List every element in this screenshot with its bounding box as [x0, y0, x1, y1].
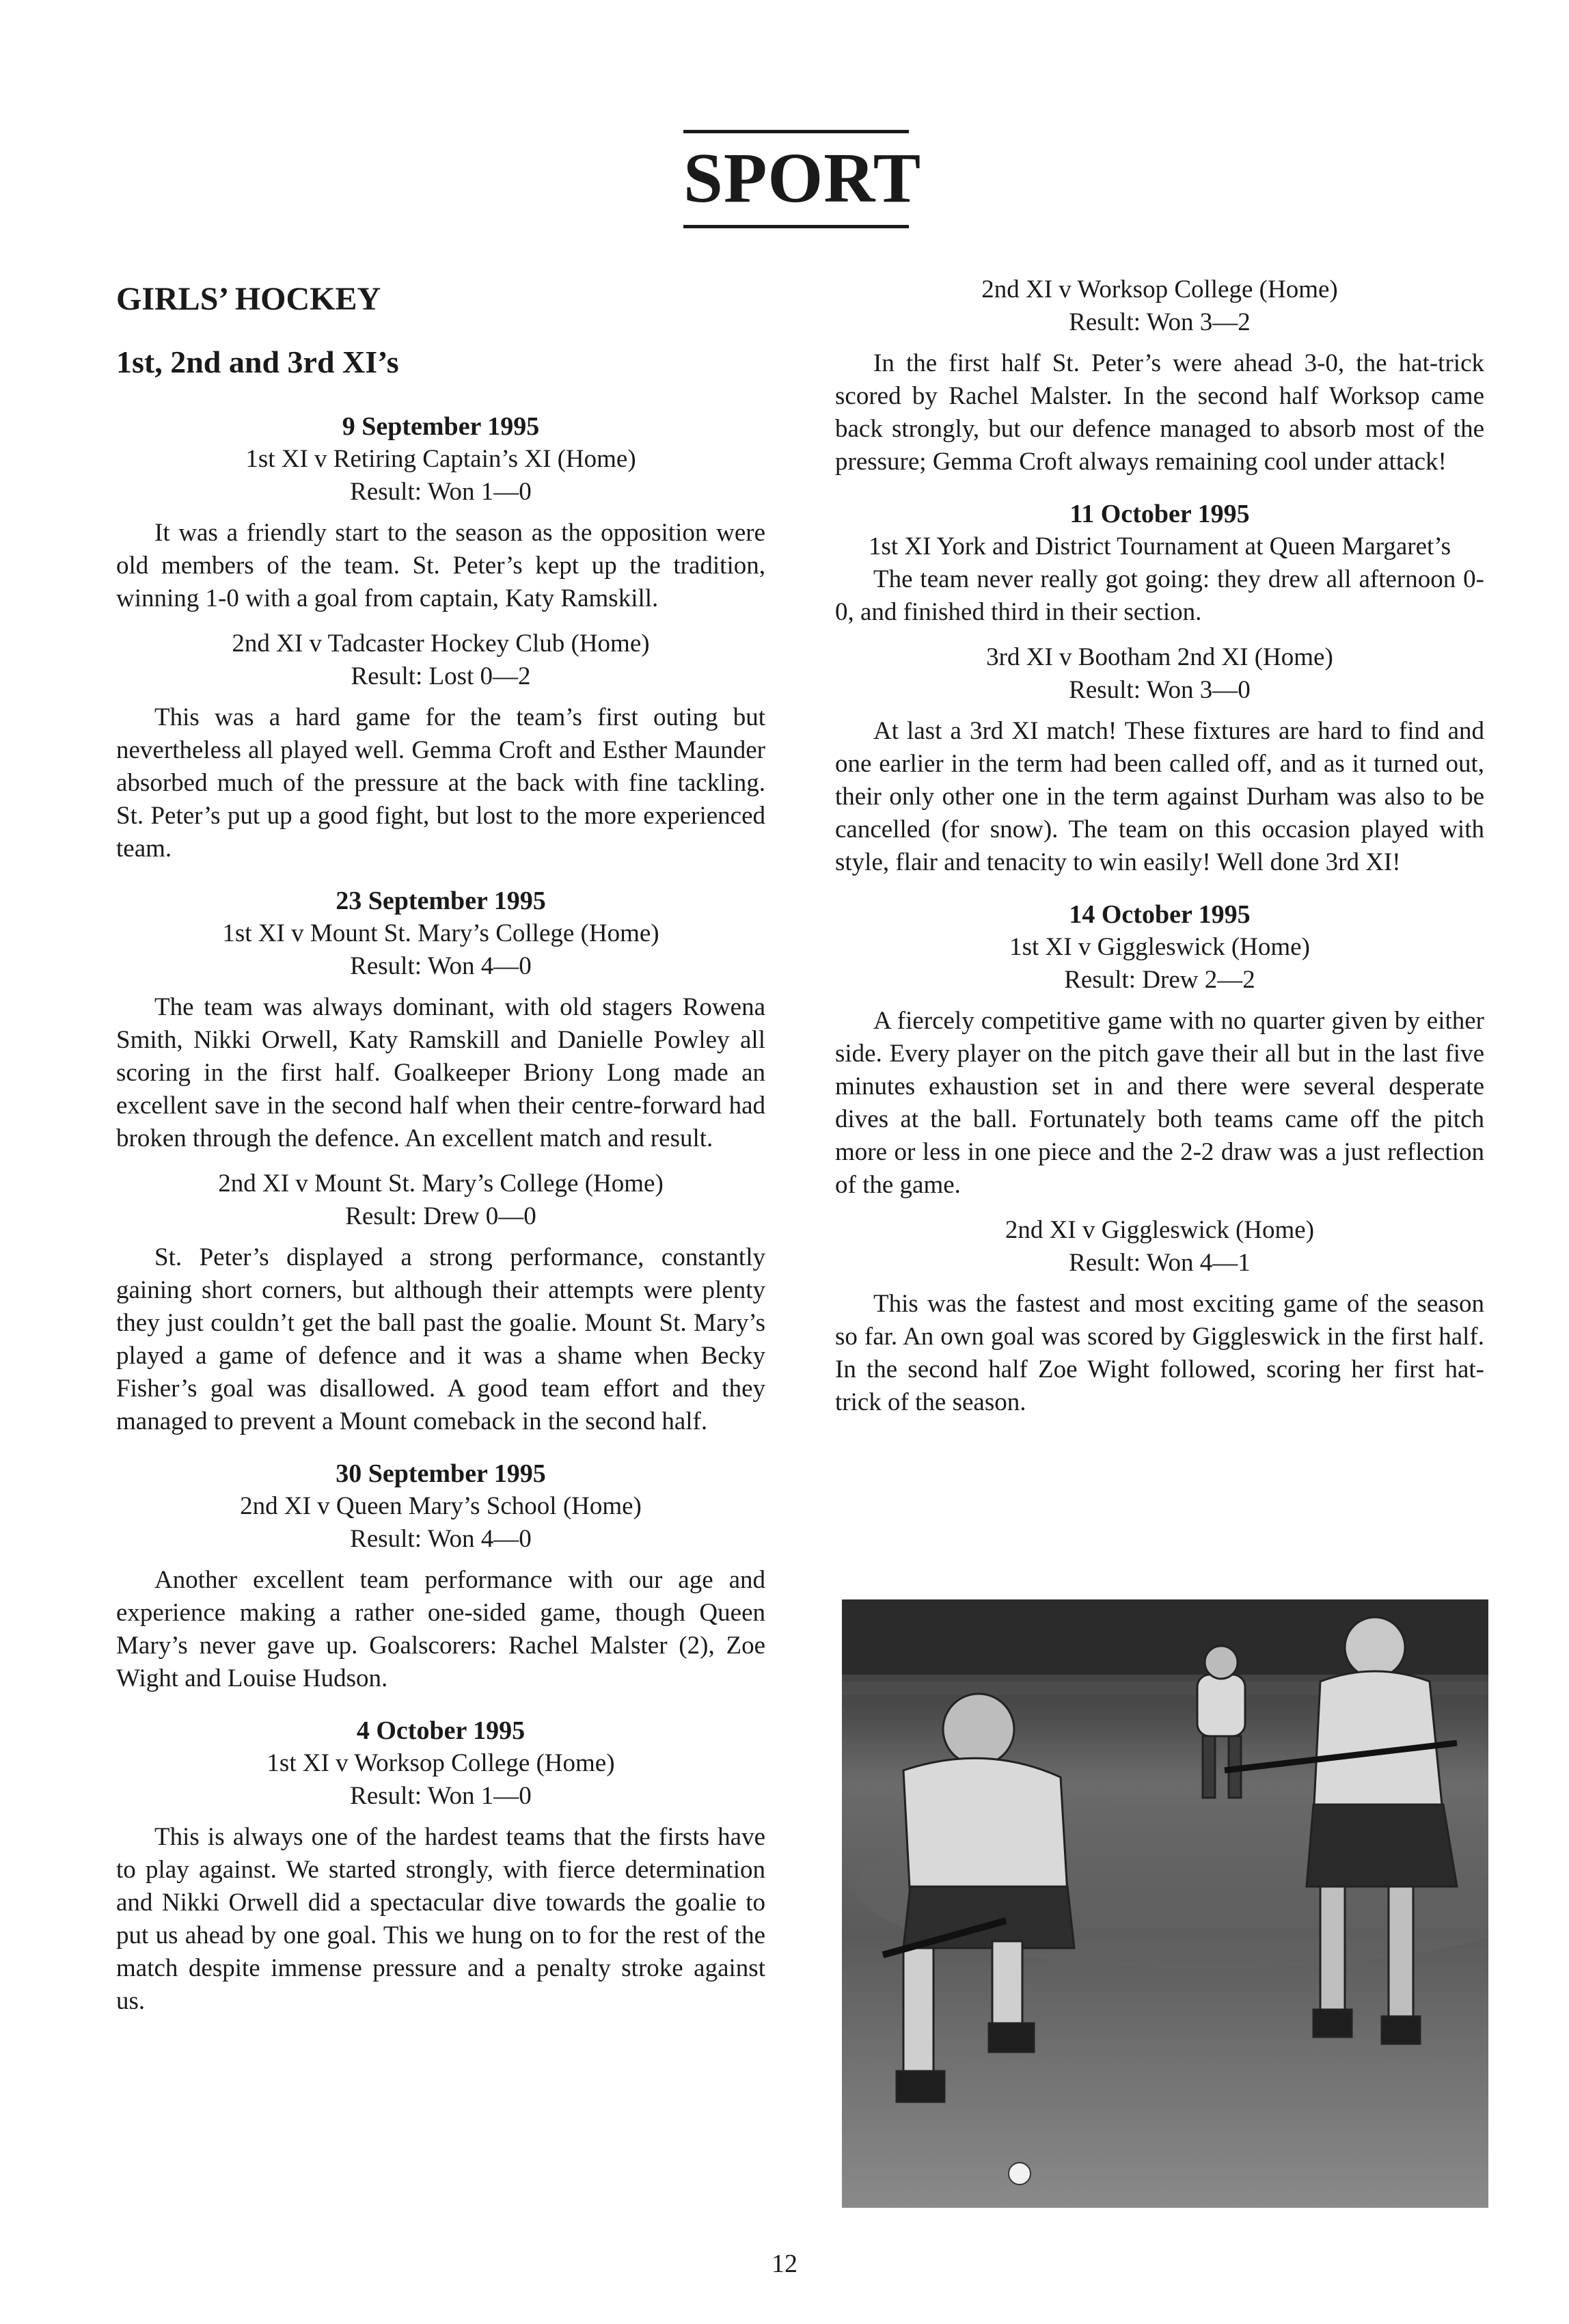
match-result: Result: Won 1—0 [350, 1782, 532, 1810]
match-report: The team never really got going: they drew all afternoon 0-0, and finished third in their section. [835, 565, 1484, 626]
match-heading: 1st XI v Giggleswick (Home) [1009, 933, 1310, 961]
match-report: This was a hard game for the team’s first outing but nevertheless all played well. Gemma Croft and Esther Maunder absorbed much of the pressure at the back with fine tackling. St. Peter’s put up a good fight, but lost to the more experienced team. [116, 703, 765, 863]
match-heading: 1st XI York and District Tournament at Queen Margaret’s [868, 532, 1451, 560]
hockey-players-illustration [842, 1599, 1488, 2208]
match-heading: 1st XI v Worksop College (Home) [267, 1749, 615, 1777]
hockey-match-photo [842, 1599, 1488, 2208]
match-report: This is always one of the hardest teams that the firsts have to play against. We started strongly, with fierce determination and Nikki Orwell did a spectacular dive towards the goalie to put us ahead by one goal. This we hung on to for the rest of the match despite immense pressure and a penalty stroke against us. [116, 1823, 765, 2015]
left-column [116, 273, 765, 2025]
match-report: The team was always dominant, with old stagers Rowena Smith, Nikki Orwell, Katy Ramskill and Danielle Powley all scoring in the first half. Goalkeeper Briony Long made an excellent save in the second half when their centre-forward had broken through the defence. An excellent match and result. [116, 993, 765, 1152]
title-rule-bottom [683, 225, 909, 228]
match-date: 30 September 1995 [336, 1459, 546, 1488]
section-title: GIRLS’ HOCKEY [116, 281, 381, 317]
match-result: Result: Lost 0—2 [351, 662, 531, 690]
match-result: Result: Won 4—0 [350, 952, 532, 980]
match-report: This was the fastest and most exciting game of the season so far. An own goal was scored by Giggleswick in the first half. In the second half Zoe Wight followed, scoring her first hat-trick of the season. [835, 1290, 1484, 1416]
match-heading: 1st XI v Mount St. Mary’s College (Home) [222, 919, 659, 947]
page-header [683, 130, 922, 228]
right-column [835, 273, 1484, 1426]
match-report: Another excellent team performance with our age and experience making a rather one-sided game, though Queen Mary’s never gave up. Goalscorers: Rachel Malster (2), Zoe Wight and Louise Hudson. [116, 1566, 765, 1692]
match-report: It was a friendly start to the season as the opposition were old members of the team. St. Peter’s kept up the tradition, winning 1-0 with a goal from captain, Katy Ramskill. [116, 519, 765, 612]
match-report: St. Peter’s displayed a strong performance, constantly gaining short corners, but although their attempts were plenty they just couldn’t get the ball past the goalie. Mount St. Mary’s played a game of defence and it was a shame when Becky Fisher’s goal was disallowed. A good team effort and they managed to prevent a Mount comeback in the second half. [116, 1243, 765, 1435]
match-heading: 2nd XI v Worksop College (Home) [981, 275, 1338, 303]
match-result: Result: Drew 2—2 [1064, 966, 1255, 994]
match-report: At last a 3rd XI match! These fixtures are hard to find and one earlier in the term had been called off, and as it turned out, their only other one in the term against Durham was also to be cancelled (for snow). The team on this occasion played with style, flair and tenacity to win easily! Well done 3rd XI! [835, 717, 1484, 876]
match-heading: 2nd XI v Mount St. Mary’s College (Home) [218, 1170, 664, 1198]
match-result: Result: Won 3—2 [1069, 308, 1251, 336]
page-number: 12 [772, 2249, 797, 2278]
match-date: 23 September 1995 [336, 887, 546, 915]
title-rule-top [683, 130, 909, 133]
match-report: A fiercely competitive game with no quarter given by either side. Every player on the pitch gave their all but in the last five minutes exhaustion set in and there were several desperate dives at the ball. Fortunately both teams came off the pitch more or less in one piece and the 2-2 draw was a just reflection of the game. [835, 1007, 1484, 1199]
match-heading: 1st XI v Retiring Captain’s XI (Home) [245, 445, 636, 473]
section-subtitle: 1st, 2nd and 3rd XI’s [116, 344, 399, 379]
match-result: Result: Won 1—0 [350, 478, 532, 506]
match-result: Result: Won 3—0 [1069, 676, 1251, 704]
match-heading: 3rd XI v Bootham 2nd XI (Home) [986, 643, 1333, 671]
match-result: Result: Won 4—0 [350, 1525, 532, 1553]
match-date: 11 October 1995 [1069, 500, 1250, 528]
match-date: 4 October 1995 [356, 1716, 526, 1745]
match-report: In the first half St. Peter’s were ahead 3-0, the hat-trick scored by Rachel Malster. In the second half Worksop came back strongly, but our defence managed to absorb most of the pressure; Gemma Croft always remaining cool under attack! [835, 349, 1484, 476]
match-heading: 2nd XI v Queen Mary’s School (Home) [240, 1492, 642, 1520]
match-heading: 2nd XI v Tadcaster Hockey Club (Home) [232, 630, 650, 658]
match-heading: 2nd XI v Giggleswick (Home) [1005, 1216, 1315, 1244]
match-date: 14 October 1995 [1069, 900, 1251, 929]
page-title: SPORT [683, 139, 922, 217]
match-result: Result: Drew 0—0 [345, 1202, 536, 1230]
match-result: Result: Won 4—1 [1069, 1249, 1251, 1277]
match-date: 9 September 1995 [342, 412, 540, 441]
